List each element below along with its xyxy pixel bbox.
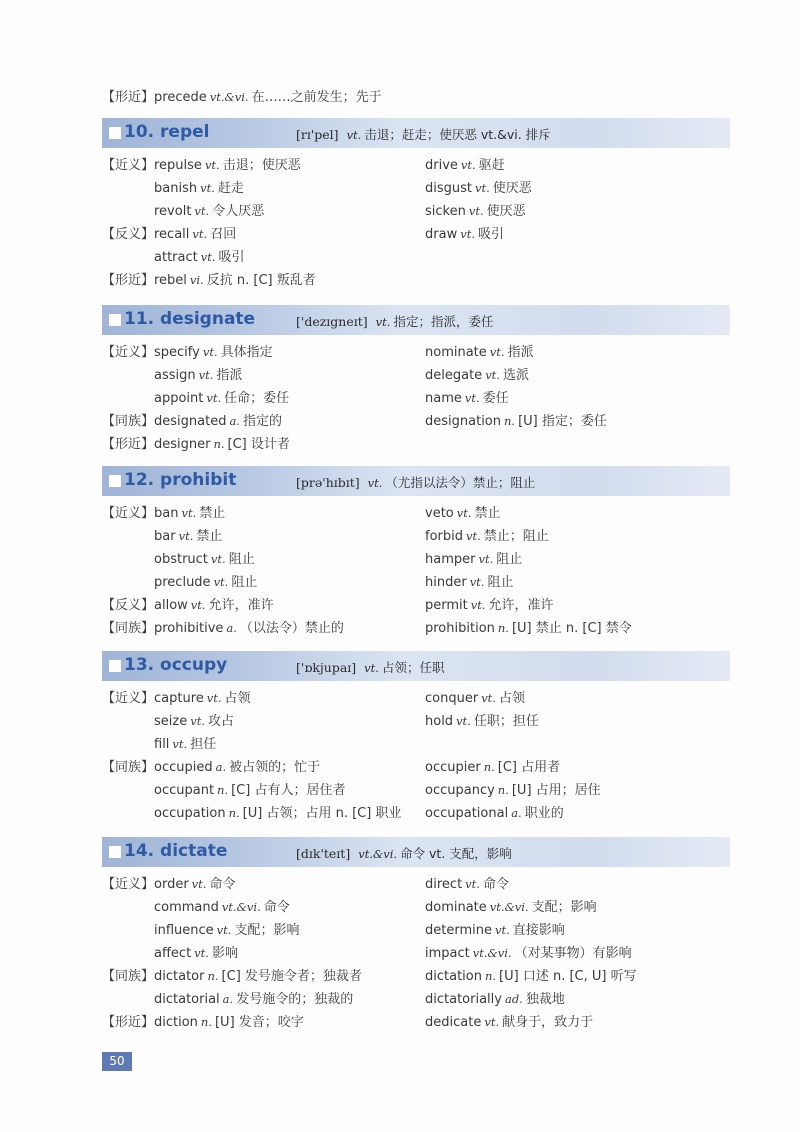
- headword-definition: [296, 312, 493, 330]
- section-label: 【近义】: [102, 506, 155, 521]
- section-label: 【形近】: [102, 1015, 155, 1030]
- section-label: 【同族】: [102, 621, 155, 636]
- list-row: [102, 617, 730, 640]
- related-word-left: order vt. 命令: [154, 877, 236, 892]
- related-word-right: nominate vt. 指派: [425, 345, 534, 360]
- related-word-left: diction n. [U] 发音；咬字: [154, 1015, 304, 1030]
- related-word-right: veto vt. 禁止: [425, 506, 501, 521]
- part-of-speech: vt.: [367, 476, 383, 490]
- related-word-left: repulse vt. 击退；使厌恶: [154, 158, 301, 173]
- entry-repel: [102, 118, 730, 292]
- bullet-square-icon: [109, 660, 121, 672]
- definition-text: 指定；指派，委任: [393, 314, 494, 329]
- section-label: 【同族】: [102, 760, 155, 775]
- list-row: [102, 779, 730, 802]
- list-row: [102, 177, 730, 200]
- related-word-left: dictatorial a. 发号施令的；独裁的: [154, 992, 354, 1007]
- list-row: [102, 733, 730, 756]
- list-row: [102, 873, 730, 896]
- definition-text: 击退；赶走；使厌恶 vt.&vi. 排斥: [364, 127, 551, 142]
- entry-occupy: [102, 651, 730, 825]
- list-row: [102, 246, 730, 269]
- related-word-left: attract vt. 吸引: [154, 250, 245, 265]
- pronunciation: ['ɒkjupaɪ]: [296, 660, 357, 675]
- list-row: [102, 594, 730, 617]
- section-label: 【近义】: [102, 877, 155, 892]
- word-list: [102, 873, 730, 1034]
- section-label: 【同族】: [102, 414, 155, 429]
- entry-header: [102, 651, 730, 681]
- related-word-left: affect vt. 影响: [154, 946, 238, 961]
- related-word-left: bar vt. 禁止: [154, 529, 223, 544]
- word: precede: [154, 90, 207, 105]
- section-label: 【反义】: [102, 227, 155, 242]
- section-label: 【近义】: [102, 345, 155, 360]
- list-row: [102, 223, 730, 246]
- part-of-speech: vt.: [375, 315, 391, 329]
- related-word-right: conquer vt. 占领: [425, 691, 525, 706]
- related-word-left: appoint vt. 任命；委任: [154, 391, 290, 406]
- related-word-left: revolt vt. 令人厌恶: [154, 204, 265, 219]
- word-list: [102, 154, 730, 292]
- headword: 13. occupy: [124, 655, 228, 675]
- list-row: [102, 200, 730, 223]
- related-word-right: delegate vt. 选派: [425, 368, 529, 383]
- list-row: [102, 710, 730, 733]
- bullet-square-icon: [109, 314, 121, 326]
- related-word-right: designation n. [U] 指定；委任: [425, 414, 607, 429]
- headword: 11. designate: [124, 309, 256, 329]
- list-row: [102, 433, 730, 456]
- related-word-right: name vt. 委任: [425, 391, 509, 406]
- related-word-left: ban vt. 禁止: [154, 506, 226, 521]
- related-word-right: dedicate vt. 献身于，致力于: [425, 1015, 594, 1030]
- headword: 10. repel: [124, 122, 210, 142]
- entry-designate: [102, 305, 730, 456]
- entry-dictate: [102, 837, 730, 1034]
- entry-header: [102, 466, 730, 496]
- part-of-speech: vt.&vi.: [209, 90, 249, 104]
- related-word-right: direct vt. 命令: [425, 877, 509, 892]
- headword-definition: [296, 844, 512, 862]
- entry-header: [102, 837, 730, 867]
- section-label: 【形近】: [102, 273, 155, 288]
- part-of-speech: vt.&vi.: [358, 847, 398, 861]
- list-row: [102, 687, 730, 710]
- related-word-right: hold vt. 任职；担任: [425, 714, 539, 729]
- list-row: [102, 896, 730, 919]
- list-row: [102, 341, 730, 364]
- list-row: [102, 410, 730, 433]
- related-word-left: prohibitive a. （以法令）禁止的: [154, 621, 344, 636]
- list-row: [102, 525, 730, 548]
- list-row: [102, 988, 730, 1011]
- definition-text: 命令 vt. 支配，影响: [400, 846, 512, 861]
- related-word-left: preclude vt. 阻止: [154, 575, 258, 590]
- section-label: 【同族】: [102, 969, 155, 984]
- section-label: 【近义】: [102, 691, 155, 706]
- related-word-left: occupied a. 被占领的；忙于: [154, 760, 321, 775]
- related-word-left: capture vt. 占领: [154, 691, 251, 706]
- section-label: 【形近】: [102, 90, 155, 105]
- list-row: [102, 269, 730, 292]
- list-row: [102, 942, 730, 965]
- list-row: [102, 1011, 730, 1034]
- list-row: [102, 548, 730, 571]
- word-list: [102, 687, 730, 825]
- related-word-left: obstruct vt. 阻止: [154, 552, 255, 567]
- list-row: [102, 387, 730, 410]
- related-word-right: impact vt.&vi. （对某事物）有影响: [425, 946, 632, 961]
- related-word-right: disgust vt. 使厌恶: [425, 181, 532, 196]
- related-word-left: allow vt. 允许，准许: [154, 598, 274, 613]
- related-word-left: recall vt. 召回: [154, 227, 237, 242]
- related-word-left: occupant n. [C] 占有人；居住者: [154, 783, 346, 798]
- top-line: [102, 86, 382, 105]
- definition-text: （尤指以法令）禁止；阻止: [385, 475, 536, 490]
- related-word-left: fill vt. 担任: [154, 737, 217, 752]
- page-number: 50: [102, 1052, 132, 1071]
- related-word-left: designated a. 指定的: [154, 414, 282, 429]
- word-list: [102, 341, 730, 456]
- related-word-right: permit vt. 允许，准许: [425, 598, 554, 613]
- entry-prohibit: [102, 466, 730, 640]
- entry-header: [102, 305, 730, 335]
- headword: 12. prohibit: [124, 470, 237, 490]
- related-word-right: occupier n. [C] 占用者: [425, 760, 561, 775]
- related-word-right: sicken vt. 使厌恶: [425, 204, 526, 219]
- related-word-right: occupancy n. [U] 占用；居住: [425, 783, 601, 798]
- list-row: [102, 502, 730, 525]
- related-word-right: dominate vt.&vi. 支配；影响: [425, 900, 597, 915]
- list-row: [102, 756, 730, 779]
- related-word-left: specify vt. 具体指定: [154, 345, 273, 360]
- list-row: [102, 802, 730, 825]
- related-word-left: designer n. [C] 设计者: [154, 437, 290, 452]
- related-word-right: hamper vt. 阻止: [425, 552, 523, 567]
- part-of-speech: vt.: [346, 128, 362, 142]
- list-row: [102, 965, 730, 988]
- pronunciation: ['dezɪgneɪt]: [296, 314, 368, 329]
- pronunciation: [dɪk'teɪt]: [296, 846, 351, 861]
- list-row: [102, 919, 730, 942]
- headword: 14. dictate: [124, 841, 228, 861]
- related-word-right: occupational a. 职业的: [425, 806, 564, 821]
- related-word-right: draw vt. 吸引: [425, 227, 504, 242]
- related-word-left: occupation n. [U] 占领；占用 n. [C] 职业: [154, 806, 402, 821]
- related-word-left: dictator n. [C] 发号施令者；独裁者: [154, 969, 362, 984]
- list-row: [102, 364, 730, 387]
- pronunciation: [rɪ'pel]: [296, 127, 339, 142]
- bullet-square-icon: [109, 127, 121, 139]
- related-word-right: drive vt. 驱赶: [425, 158, 505, 173]
- headword-definition: [296, 658, 444, 676]
- headword-definition: [296, 125, 551, 143]
- section-label: 【形近】: [102, 437, 155, 452]
- related-word-right: determine vt. 直接影响: [425, 923, 565, 938]
- headword-definition: [296, 473, 535, 491]
- part-of-speech: vt.: [364, 661, 379, 675]
- bullet-square-icon: [109, 475, 121, 487]
- related-word-right: dictation n. [U] 口述 n. [C, U] 听写: [425, 969, 637, 984]
- section-label: 【近义】: [102, 158, 155, 173]
- related-word-right: forbid vt. 禁止；阻止: [425, 529, 549, 544]
- pronunciation: [prə'hɪbɪt]: [296, 475, 360, 490]
- related-word-left: banish vt. 赶走: [154, 181, 244, 196]
- related-word-left: assign vt. 指派: [154, 368, 243, 383]
- list-row: [102, 571, 730, 594]
- related-word-right: hinder vt. 阻止: [425, 575, 514, 590]
- word-list: [102, 502, 730, 640]
- related-word-left: rebel vi. 反抗 n. [C] 叛乱者: [154, 273, 316, 288]
- meaning: 在……之前发生；先于: [251, 90, 382, 105]
- related-word-left: influence vt. 支配；影响: [154, 923, 300, 938]
- list-row: [102, 154, 730, 177]
- related-word-right: dictatorially ad. 独裁地: [425, 992, 565, 1007]
- related-word-right: prohibition n. [U] 禁止 n. [C] 禁令: [425, 621, 632, 636]
- entry-header: [102, 118, 730, 148]
- definition-text: 占领；任职: [381, 660, 445, 675]
- section-label: 【反义】: [102, 598, 155, 613]
- bullet-square-icon: [109, 846, 121, 858]
- related-word-left: command vt.&vi. 命令: [154, 900, 290, 915]
- related-word-left: seize vt. 攻占: [154, 714, 235, 729]
